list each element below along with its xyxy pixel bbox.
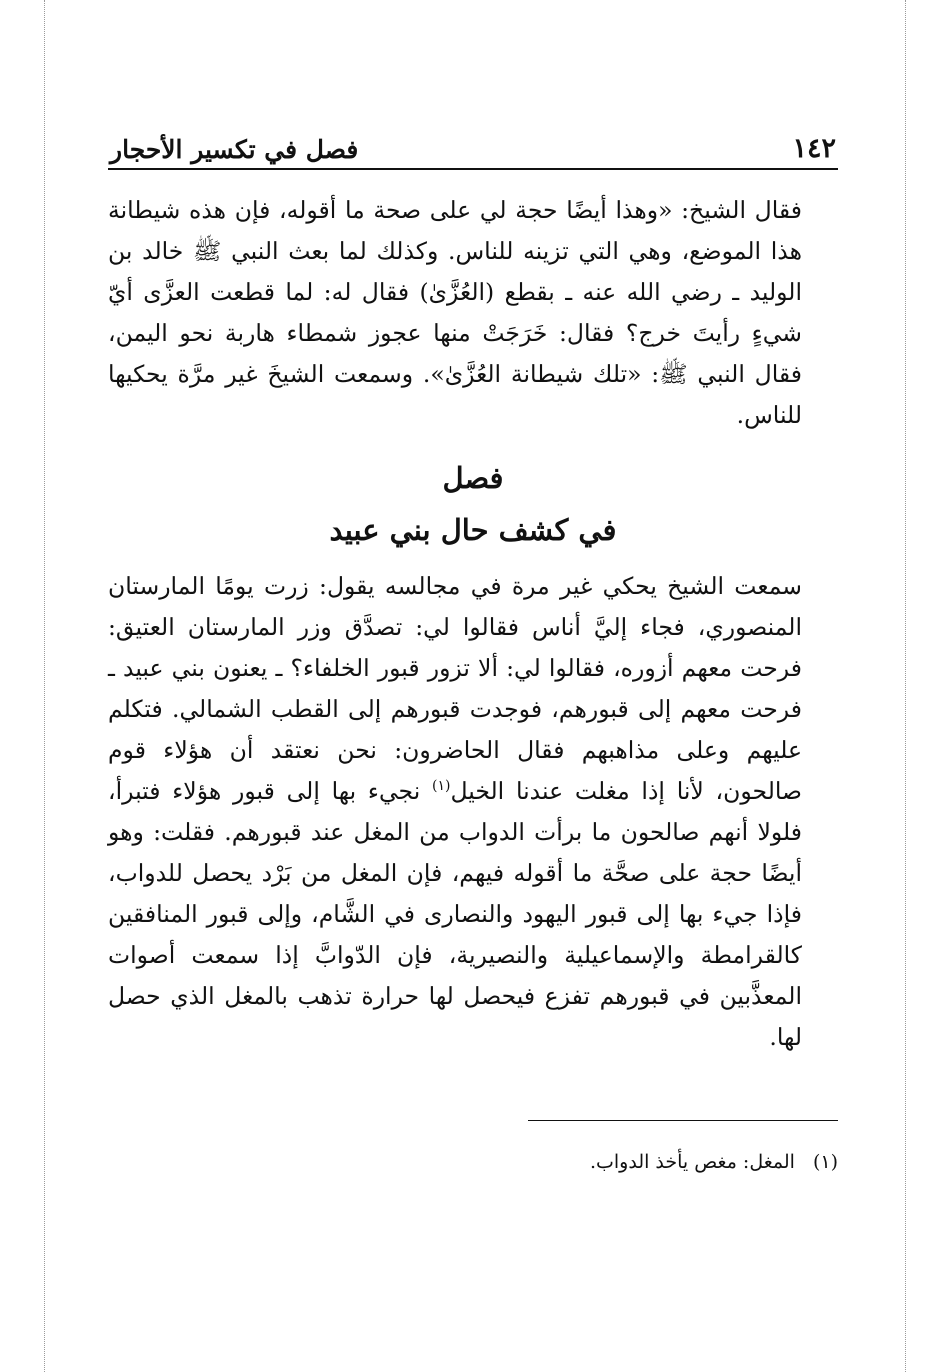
page-header — [108, 128, 838, 170]
footnote-marker: (١) — [812, 1151, 838, 1173]
footnote — [108, 1147, 838, 1177]
footnote-separator — [528, 1120, 838, 1121]
section-heading: فصل — [442, 461, 504, 495]
right-margin-dotted-line — [905, 0, 906, 1372]
left-margin-dotted-line — [44, 0, 45, 1372]
footnote-text: المغل: مغص يأخذ الدواب. — [589, 1151, 795, 1173]
paragraph-2 — [108, 566, 838, 1058]
footnote-reference: (١) — [432, 778, 451, 795]
paragraph-2-text-part-1: سمعت الشيخ يحكي غير مرة في مجالسه يقول: زرت يومًا المارستان المنصوري، فجاء إليَّ أناس فقالوا لي: تصدَّق وزر المارستان العتيق: فرحت معهم أزوره، فقالوا لي: ألا تزور قبور الخلفاء؟ ـ يعنون بني عبيد ـ فرحت معهم إلى قبورهم، فوجدت قبورهم إلى القطب الشمالي. فتكلم عليهم وعلى مذاهبهم فقال الحاضرون: نحن نعتقد أن هؤلاء قوم صالحون، لأنا إذا مغلت عندنا الخيل — [108, 572, 802, 805]
page-number: ١٤٢ — [792, 133, 836, 164]
paragraph-2-text-part-2: نجيء بها إلى قبور هؤلاء فتبرأ، فلولا أنهم صالحون ما برأت الدواب من المغل عند قبورهم. فقلت: وهو أيضًا حجة على صحَّة ما أقوله فيهم، فإن المغل من بَرْد يحصل للدواب، فإذا جيء بها إلى قبور اليهود والنصارى في الشَّام، وإلى قبور المنافقين كالقرامطة والإسماعيلية والنصيرية، فإن الدّوابَّ إذا سمعت أصوات المعذَّبين في قبورهم تفزع فيحصل لها حرارة تذهب بالمغل الذي حصل لها. — [108, 777, 802, 1051]
running-title: فصل في تكسير الأحجار — [110, 135, 359, 164]
book-page — [108, 128, 838, 1177]
section-subheading: في كشف حال بني عبيد — [329, 513, 617, 547]
paragraph-1: فقال الشيخ: «وهذا أيضًا حجة لي على صحة ما أقوله، فإن هذه شيطانة هذا الموضع، وهي التي تزينه للناس. وكذلك لما بعث النبي ﷺ خالد بن الوليد ـ رضي الله عنه ـ بقطع (العُزَّىٰ) فقال له: لما قطعت العزَّى أيّ شيءٍ رأيتَ خرج؟ فقال: خَرَجَتْ منها عجوز شمطاء هاربة نحو اليمن، فقال النبي ﷺ: «تلك شيطانة العُزَّىٰ». وسمعت الشيخَ غير مرَّة يحكيها للناس. — [108, 196, 802, 429]
